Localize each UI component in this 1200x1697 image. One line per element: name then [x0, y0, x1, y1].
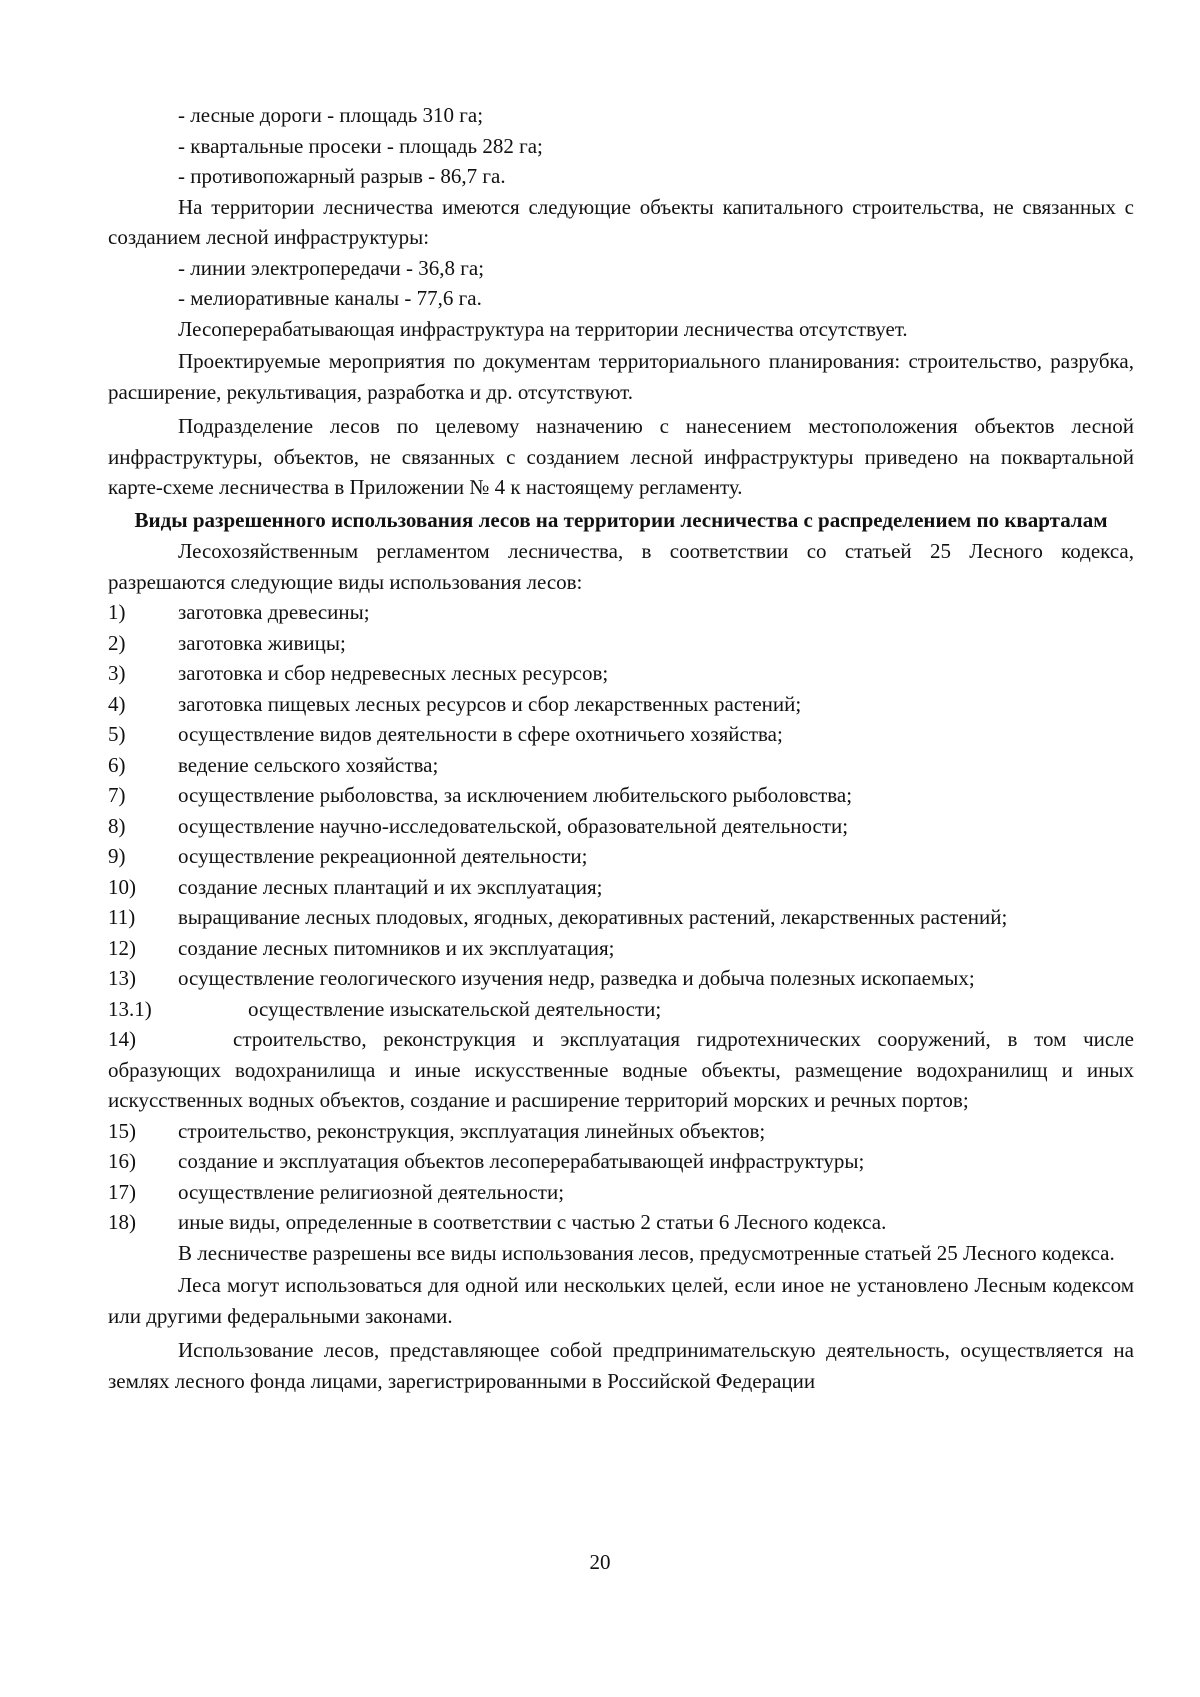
list-item	[108, 689, 1134, 720]
list-text: создание лесных питомников и их эксплуатация;	[178, 935, 615, 960]
list-text: создание и эксплуатация объектов лесоперерабатывающей инфраструктуры;	[178, 1149, 865, 1173]
list-item	[108, 841, 1134, 872]
list-item	[108, 780, 1134, 811]
list-item	[108, 1146, 1134, 1177]
paragraph: Леса могут использоваться для одной или нескольких целей, если иное не установлено Лесным кодексом или другими федеральными законами.	[108, 1273, 1134, 1328]
list-text: осуществление геологического изучения недр, разведка и добыча полезных ископаемых;	[178, 966, 975, 990]
list-number: 13.1)	[108, 996, 152, 1021]
list-number: 8)	[108, 813, 126, 838]
list-number: 10)	[108, 874, 136, 899]
list-number: 5)	[108, 722, 126, 746]
list-number: 13)	[108, 966, 136, 990]
text-line: - квартальные просеки - площадь 282 га;	[178, 133, 543, 158]
list-number: 14)	[108, 1027, 136, 1051]
paragraph: Подразделение лесов по целевому назначению с нанесением местоположения объектов лесной инфраструктуры, объектов, не связанных с созданием лесной инфраструктуры приведено на поквартальной карте-схеме лесничества в Приложении № 4 к настоящему регламенту.	[108, 414, 1134, 499]
list-text: осуществление видов деятельности в сфере охотничьего хозяйства;	[178, 722, 783, 746]
page-number: 20	[589, 1550, 611, 1574]
list-number: 11)	[108, 905, 136, 929]
paragraph: В лесничестве разрешены все виды использования лесов, предусмотренные статьей 25 Лесного кодекса.	[178, 1240, 1115, 1265]
list-number: 17)	[108, 1179, 136, 1204]
text-line: - мелиоративные каналы - 77,6 га.	[178, 286, 482, 310]
text-line: - лесные дороги - площадь 310 га;	[178, 103, 484, 127]
list-item	[108, 628, 1134, 659]
list-text: строительство, реконструкция и эксплуатация гидротехнических сооружений, в том числе образующих водохранилища и иные искусственные водные объекты, размещение водохранилищ и иных искусственных водных объектов, создание и расширение территорий морских и речных портов;	[108, 1027, 1134, 1112]
list-item	[108, 1024, 1134, 1116]
list-item	[108, 933, 1134, 964]
list-text: заготовка древесины;	[178, 600, 370, 624]
list-item	[108, 719, 1134, 750]
list-item	[108, 1207, 1134, 1238]
list-number: 3)	[108, 661, 126, 685]
section-title: Виды разрешенного использования лесов на территории лесничества с распределением по кварталам	[134, 507, 1108, 532]
list-number: 16)	[108, 1149, 136, 1173]
document-page	[108, 100, 1134, 1396]
usage-list	[108, 597, 1134, 1238]
list-item	[108, 872, 1134, 903]
list-text: ведение сельского хозяйства;	[178, 752, 439, 777]
list-text: создание лесных плантаций и их эксплуатация;	[178, 874, 603, 899]
list-number: 4)	[108, 691, 126, 716]
list-item	[108, 750, 1134, 781]
list-item	[108, 1116, 1134, 1147]
list-number: 9)	[108, 844, 126, 868]
text-line: - противопожарный разрыв - 86,7 га.	[178, 164, 506, 188]
list-text: заготовка пищевых лесных ресурсов и сбор лекарственных растений;	[178, 691, 802, 716]
list-item	[108, 902, 1134, 933]
list-item	[108, 658, 1134, 689]
list-number: 15)	[108, 1118, 136, 1143]
paragraph: На территории лесничества имеются следующие объекты капитального строительства, не связанных с созданием лесной инфраструктуры:	[108, 194, 1134, 249]
list-text: осуществление научно-исследовательской, образовательной деятельности;	[178, 813, 849, 838]
list-item	[108, 963, 1134, 994]
paragraph: Лесоперерабатывающая инфраструктура на территории лесничества отсутствует.	[178, 316, 908, 341]
list-text: заготовка живицы;	[178, 630, 346, 655]
text-line: - линии электропередачи - 36,8 га;	[178, 255, 485, 280]
list-item	[108, 597, 1134, 628]
list-item	[108, 994, 1134, 1025]
list-text: осуществление рыболовства, за исключением любительского рыболовства;	[178, 783, 853, 807]
list-item	[108, 811, 1134, 842]
list-text: осуществление изыскательской деятельности;	[248, 996, 662, 1021]
paragraph: Использование лесов, представляющее собой предпринимательскую деятельность, осуществляется на землях лесного фонда лицами, зарегистрированными в Российской Федерации	[108, 1338, 1134, 1393]
paragraph: Проектируемые мероприятия по документам территориального планирования: строительство, разрубка, расширение, рекультивация, разработка и др. отсутствуют.	[108, 349, 1134, 404]
list-text: строительство, реконструкция, эксплуатация линейных объектов;	[178, 1118, 766, 1143]
list-text: осуществление религиозной деятельности;	[178, 1179, 565, 1204]
list-number: 6)	[108, 752, 126, 777]
list-number: 1)	[108, 600, 126, 624]
list-number: 12)	[108, 935, 136, 960]
list-text: заготовка и сбор недревесных лесных ресурсов;	[178, 661, 609, 685]
list-text: иные виды, определенные в соответствии с частью 2 статьи 6 Лесного кодекса.	[178, 1210, 887, 1234]
list-item	[108, 1177, 1134, 1208]
list-number: 2)	[108, 630, 126, 655]
list-text: осуществление рекреационной деятельности;	[178, 844, 588, 868]
paragraph: Лесохозяйственным регламентом лесничества, в соответствии со статьей 25 Лесного кодекса, разрешаются следующие виды использования лесов:	[108, 539, 1134, 594]
list-text: выращивание лесных плодовых, ягодных, декоративных растений, лекарственных растений;	[178, 905, 1008, 929]
list-number: 7)	[108, 783, 126, 807]
list-number: 18)	[108, 1210, 136, 1234]
